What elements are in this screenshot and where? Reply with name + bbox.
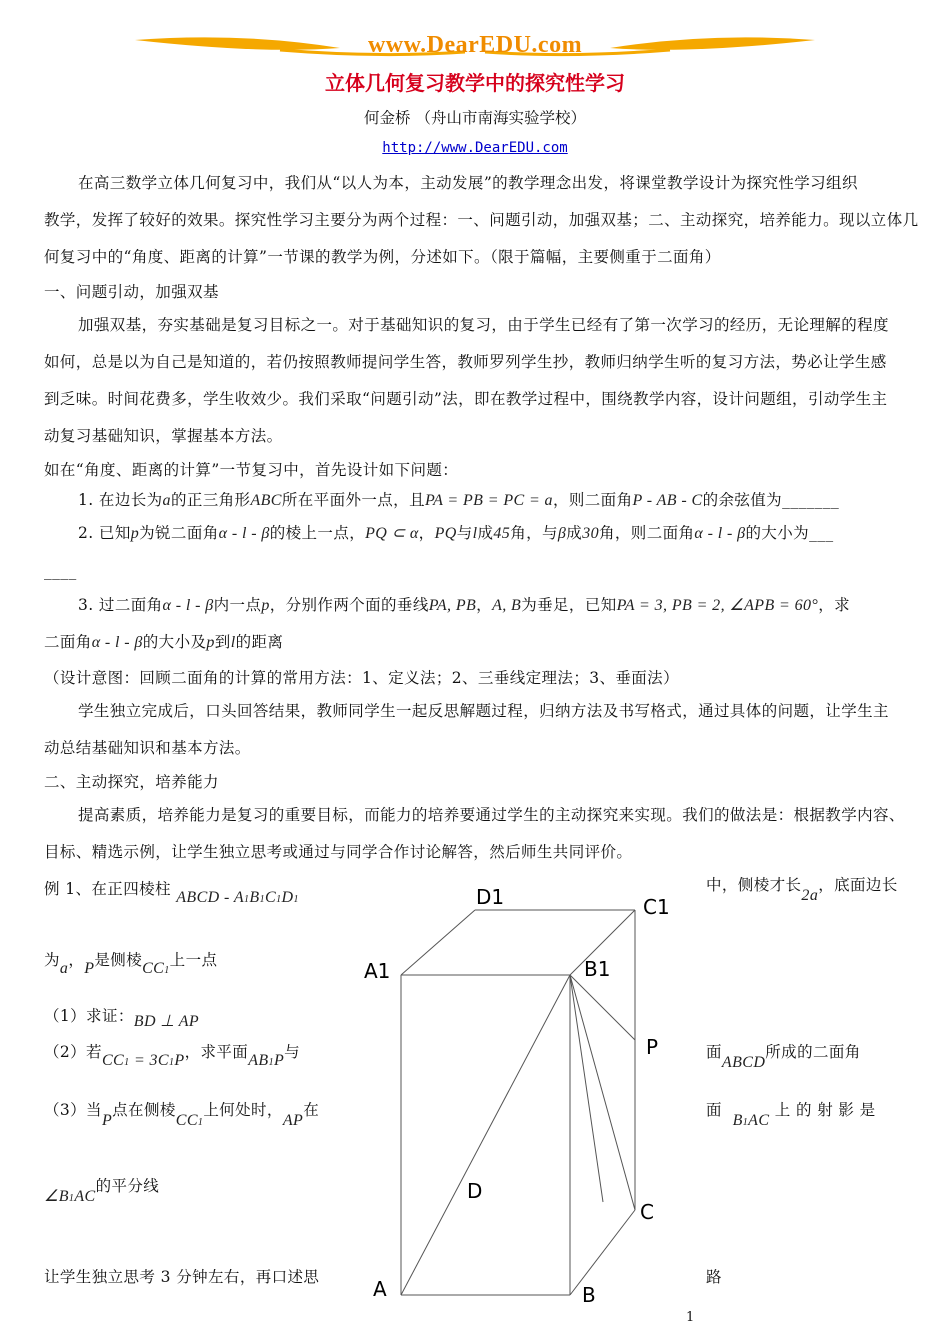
example-line-2: 为a，P是侧棱CC1上一点 [44, 951, 218, 977]
section1-p2-line-2: 动总结基础知识和基本方法。 [44, 739, 251, 757]
edge-A-B1 [401, 975, 570, 1295]
section1-p2-line-1: 学生独立完成后，口头回答结果，教师同学生一起反思解题过程，归纳方法及书写格式，通过具体的问题，让学生主 [78, 702, 889, 720]
example-right-q2: 面ABCD所成的二面角 [706, 1043, 861, 1071]
question-2-blank: ____ [44, 562, 77, 580]
example-q2: （2）若CC1 = 3C1P，求平面AB1P与 [44, 1043, 301, 1069]
edge-B-C [570, 1210, 635, 1295]
section2-heading: 二、主动探究，培养能力 [44, 773, 219, 791]
example-q3-cont: ∠B1AC的平分线 [44, 1177, 160, 1205]
label-D1: D1 [476, 885, 505, 909]
page-number: 1 [686, 1310, 695, 1325]
design-intent: （设计意图：回顾二面角的计算的常用方法：1、定义法；2、三垂线定理法；3、垂面法） [44, 669, 679, 687]
question-3: 3. 过二面角α - l - β内一点p，分别作两个面的垂线PA, PB，A, B为垂足，已知PA = 3, PB = 2, ∠APB = 60°，求 [78, 596, 851, 614]
label-B: B [582, 1283, 596, 1307]
intro-line-2: 教学，发挥了较好的效果。探究性学习主要分为两个过程：一、问题引动，加强双基；二、主动探究，培养能力。现以立体几 [44, 211, 919, 229]
example-intro: 例 1、在正四棱柱 ABCD - A1B1C1D1 [44, 880, 299, 906]
section2-p1-line-1: 提高素质，培养能力是复习的重要目标，而能力的培养要通过学生的主动探究来实现。我们的做法是：根据教学内容、 [78, 806, 905, 824]
label-C1: C1 [643, 895, 670, 919]
example-think: 让学生独立思考 3 分钟左右，再口述思 [44, 1268, 320, 1286]
logo-text: www.DearEDU.com [367, 32, 583, 58]
section1-p1-line-4: 动复习基础知识，掌握基本方法。 [44, 427, 283, 445]
example-q1: （1）求证：BD ⊥ AP [44, 1007, 200, 1030]
section1-lead: 如在“角度、距离的计算”一节复习中，首先设计如下问题： [44, 461, 459, 479]
section2-p1-line-2: 目标、精选示例，让学生独立思考或通过与同学合作讨论解答，然后师生共同评价。 [44, 843, 633, 861]
example-right-q3: 面 B1AC 上 的 射 影 是 [706, 1101, 876, 1129]
label-A: A [373, 1277, 387, 1301]
label-A1: A1 [364, 959, 391, 983]
edge-B1-C [570, 975, 635, 1210]
section1-heading: 一、问题引动，加强双基 [44, 283, 219, 301]
intro-line-1: 在高三数学立体几何复习中，我们从“以人为本，主动发展”的教学理念出发，将课堂教学设计为探究性学习组织 [78, 174, 858, 192]
label-P: P [646, 1035, 659, 1059]
section1-p1-line-2: 如何，总是以为自己是知道的，若仍按照教师提问学生答，教师罗列学生抄，教师归纳学生听的复习方法，势必让学生感 [44, 353, 887, 371]
author-line: 何金桥 （舟山市南海实验学校） [364, 109, 586, 127]
label-D: D [467, 1179, 483, 1203]
example-right-top: 中，侧棱才长2a，底面边长 [706, 876, 898, 904]
question-3-cont: 二面角α - l - β的大小及p到l的距离 [44, 633, 284, 651]
site-logo [130, 30, 820, 66]
label-C: C [640, 1200, 654, 1224]
label-B1: B1 [584, 957, 611, 981]
source-link[interactable]: http://www.DearEDU.com [382, 140, 568, 156]
example-q3: （3）当P点在侧棱CC1上何处时，AP在 [44, 1101, 320, 1129]
question-1: 1. 在边长为a的正三角形ABC所在平面外一点，且PA = PB = PC = a，则二面角P - AB - C的余弦值为_______ [78, 491, 840, 509]
prism-figure [360, 880, 700, 1320]
section1-p1-line-3: 到乏味。时间花费多，学生收效少。我们采取“问题引动”法，即在教学过程中，围绕教学内容，设计问题组，引动学生主 [44, 390, 888, 408]
page-title: 立体几何复习教学中的探究性学习 [325, 71, 625, 95]
edge-A1-D1 [401, 910, 475, 975]
edge-B1-D [570, 975, 603, 1202]
example-right-think: 路 [706, 1268, 722, 1286]
question-2: 2. 已知p为锐二面角α - l - β的棱上一点，PQ ⊂ α，PQ与l成45角，与β成30角，则二面角α - l - β的大小为___ [78, 524, 834, 542]
intro-line-3: 何复习中的“角度、距离的计算”一节课的教学为例，分述如下。（限于篇幅，主要侧重于二面角） [44, 248, 721, 266]
edge-B1-P [570, 975, 635, 1040]
section1-p1-line-1: 加强双基，夯实基础是复习目标之一。对于基础知识的复习，由于学生已经有了第一次学习的经历，无论理解的程度 [78, 316, 889, 334]
